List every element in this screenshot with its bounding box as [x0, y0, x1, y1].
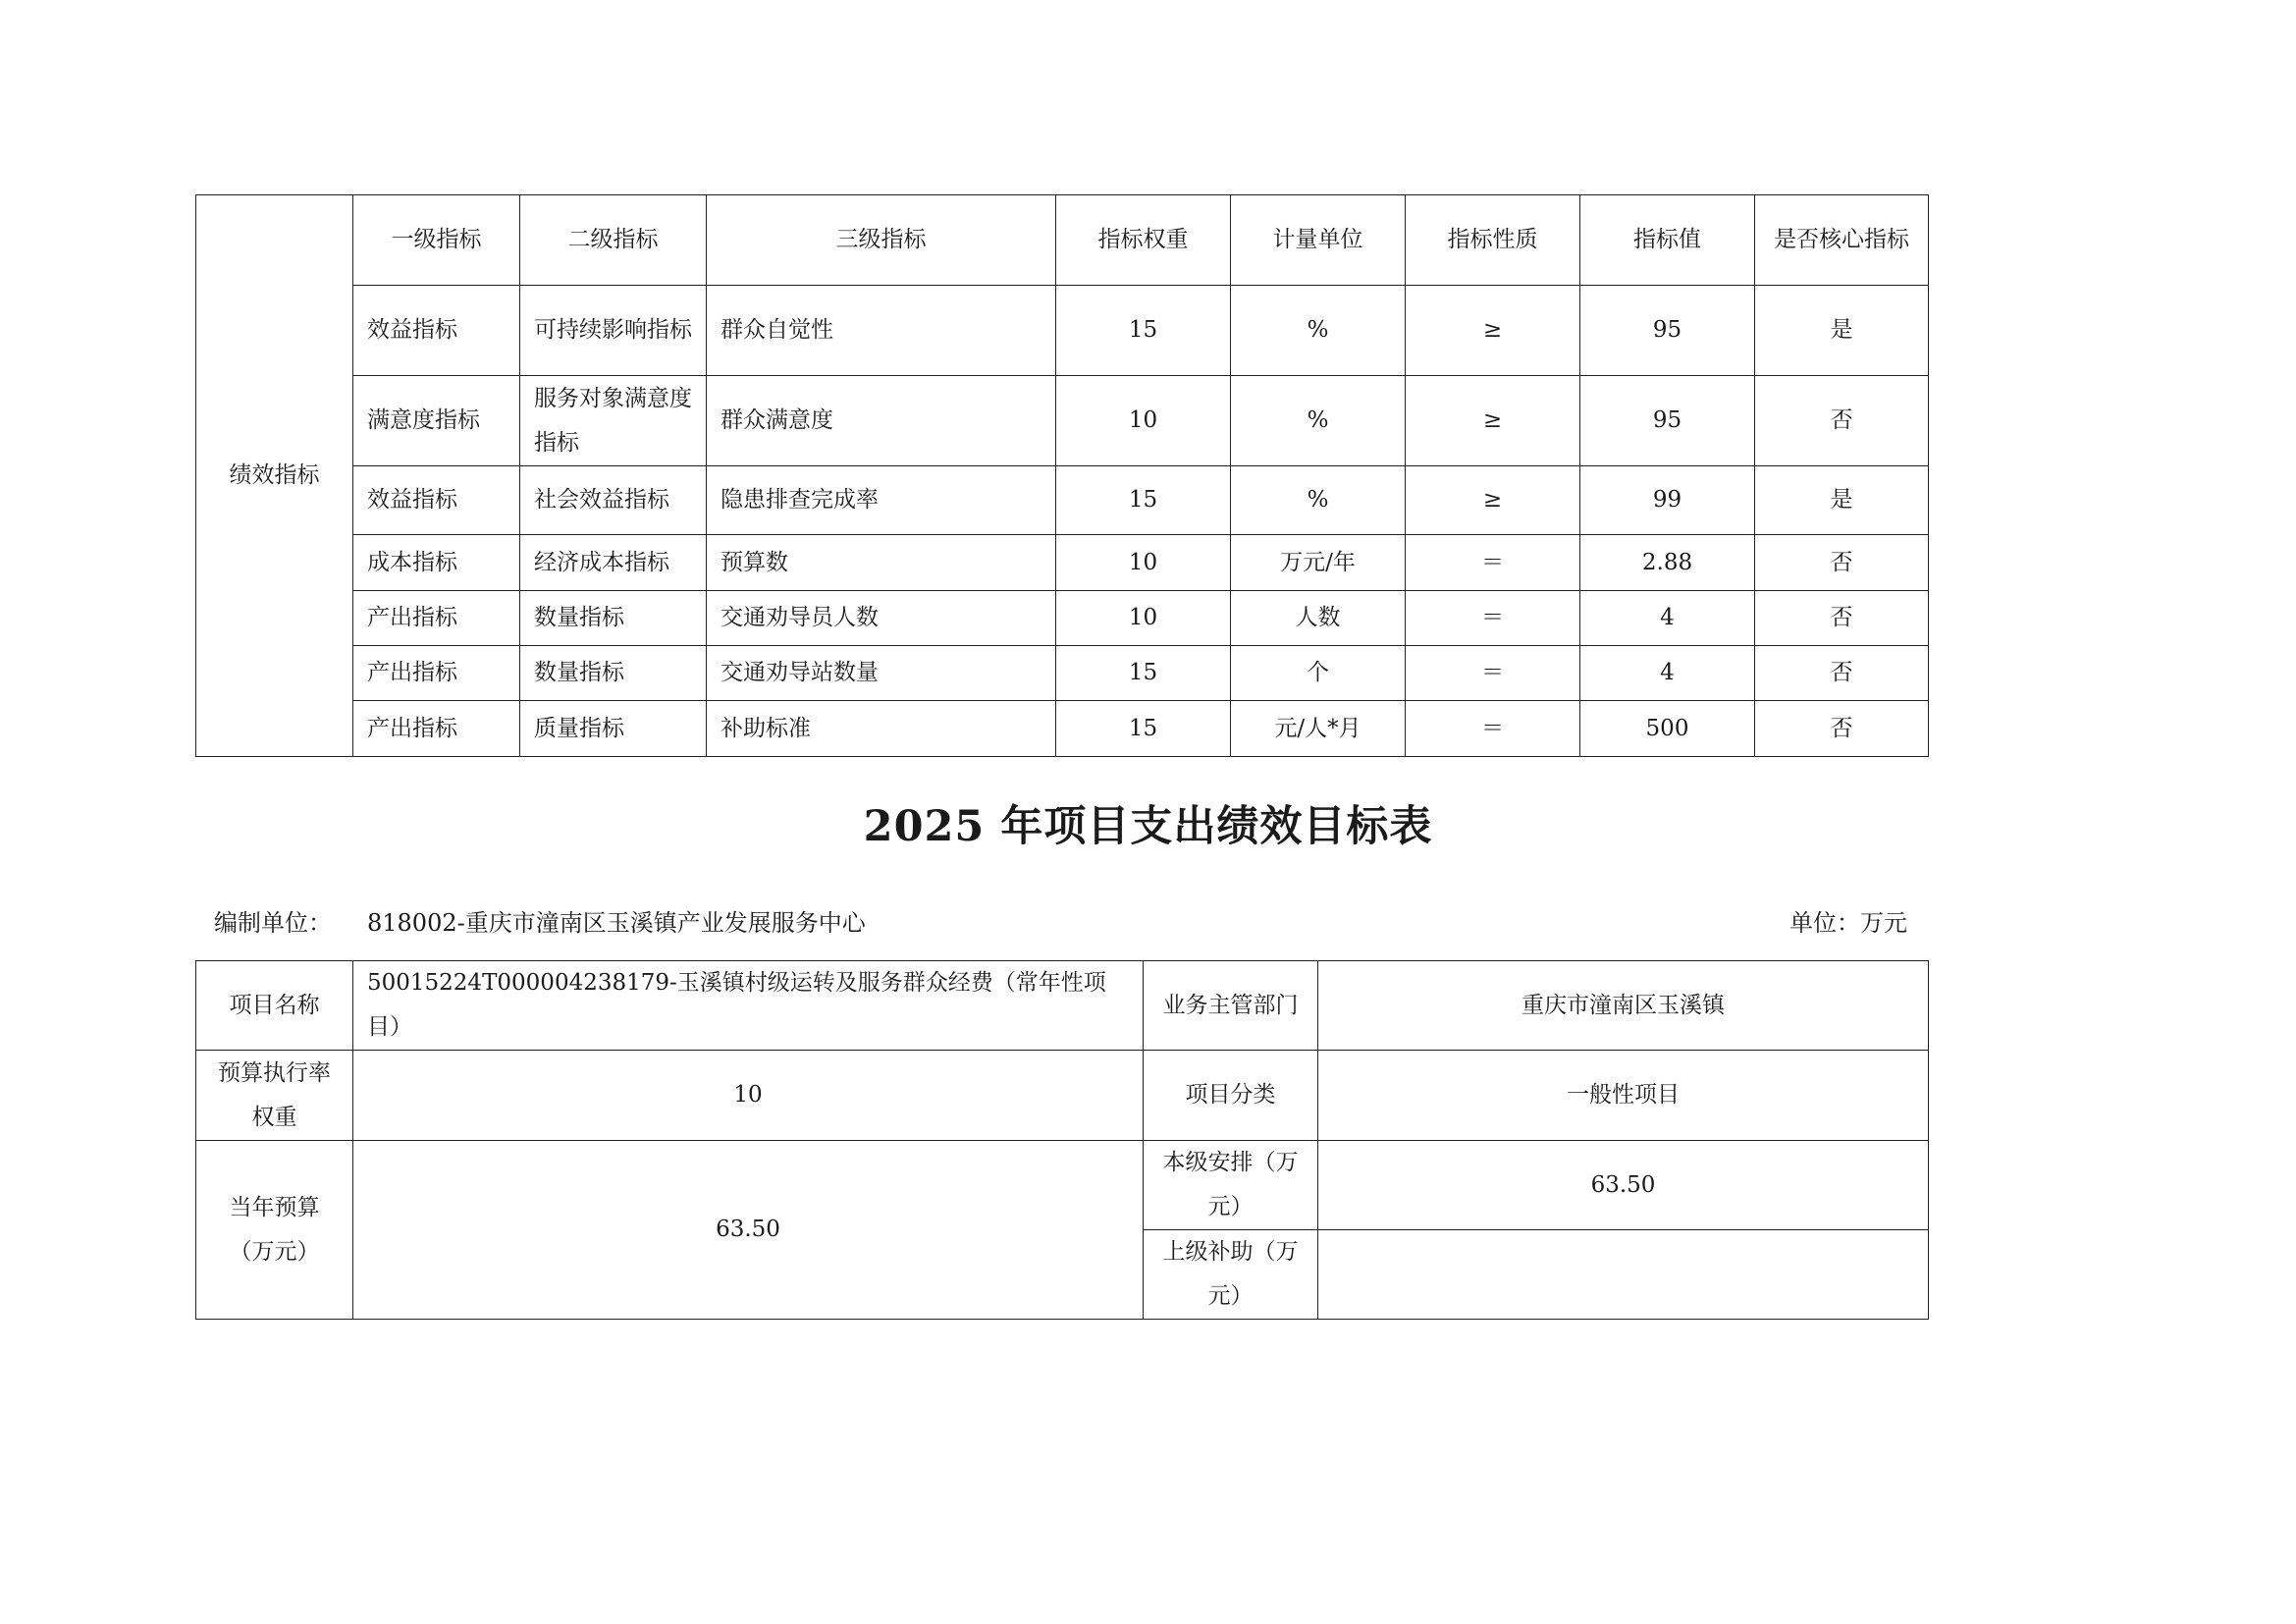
cell: 是 — [1755, 466, 1929, 535]
cell: 10 — [1056, 591, 1231, 646]
cell: 95 — [1580, 376, 1755, 466]
upper-subsidy-label: 上级补助（万元） — [1144, 1230, 1318, 1320]
cell: ≥ — [1406, 466, 1580, 535]
dept-label: 业务主管部门 — [1144, 961, 1318, 1051]
cell: 效益指标 — [353, 466, 520, 535]
cell: 满意度指标 — [353, 376, 520, 466]
cell: ≥ — [1406, 286, 1580, 376]
cell: 否 — [1755, 646, 1929, 701]
cell: 隐患排查完成率 — [707, 466, 1056, 535]
cell: 交通劝导员人数 — [707, 591, 1056, 646]
table-row — [196, 646, 1929, 701]
upper-subsidy-value — [1318, 1230, 1929, 1320]
cell: 95 — [1580, 286, 1755, 376]
cell: % — [1231, 376, 1406, 466]
table-row — [196, 701, 1929, 757]
cell: ＝ — [1406, 535, 1580, 591]
cell: 预算数 — [707, 535, 1056, 591]
cell: 补助标准 — [707, 701, 1056, 757]
cell: 10 — [1056, 376, 1231, 466]
cell: ＝ — [1406, 701, 1580, 757]
cell: 可持续影响指标 — [520, 286, 707, 376]
cell: 15 — [1056, 701, 1231, 757]
header-cell: 指标值 — [1580, 195, 1755, 286]
cell: % — [1231, 466, 1406, 535]
cell: 10 — [1056, 535, 1231, 591]
page-title: 2025 年项目支出绩效目标表 — [863, 802, 1433, 851]
cell: 否 — [1755, 701, 1929, 757]
cell: 经济成本指标 — [520, 535, 707, 591]
cell: 交通劝导站数量 — [707, 646, 1056, 701]
org-value: 818002-重庆市潼南区玉溪镇产业发展服务中心 — [367, 909, 866, 937]
cell: 99 — [1580, 466, 1755, 535]
table-row — [196, 466, 1929, 535]
cell: 15 — [1056, 646, 1231, 701]
exec-rate-value: 10 — [353, 1051, 1144, 1141]
table-row — [196, 535, 1929, 591]
cell: 4 — [1580, 646, 1755, 701]
cell: 服务对象满意度指标 — [520, 376, 707, 466]
header-cell: 三级指标 — [707, 195, 1056, 286]
cell: 否 — [1755, 376, 1929, 466]
table-header-row — [196, 195, 1929, 286]
table-row — [196, 1141, 1929, 1230]
table-row — [196, 1051, 1929, 1141]
cell: 社会效益指标 — [520, 466, 707, 535]
project-name-value: 50015224T000004238179-玉溪镇村级运转及服务群众经费（常年性项目） — [353, 961, 1144, 1051]
header-cell: 指标权重 — [1056, 195, 1231, 286]
cell: ＝ — [1406, 591, 1580, 646]
table-row — [196, 961, 1929, 1051]
cell: 否 — [1755, 591, 1929, 646]
cell: 500 — [1580, 701, 1755, 757]
cell: 数量指标 — [520, 591, 707, 646]
cell: % — [1231, 286, 1406, 376]
cell: 元/人*月 — [1231, 701, 1406, 757]
header-cell: 指标性质 — [1406, 195, 1580, 286]
header-cell: 一级指标 — [353, 195, 520, 286]
cell: 产出指标 — [353, 646, 520, 701]
table-row — [196, 376, 1929, 466]
cell: 效益指标 — [353, 286, 520, 376]
cell: 15 — [1056, 286, 1231, 376]
performance-indicator-table — [195, 194, 1929, 757]
exec-rate-label: 预算执行率权重 — [196, 1051, 353, 1141]
cell: 4 — [1580, 591, 1755, 646]
category-value: 一般性项目 — [1318, 1051, 1929, 1141]
unit-label: 单位：万元 — [1789, 909, 1907, 937]
table-row — [196, 286, 1929, 376]
header-cell: 是否核心指标 — [1755, 195, 1929, 286]
local-arrangement-value: 63.50 — [1318, 1141, 1929, 1230]
cell: 成本指标 — [353, 535, 520, 591]
dept-value: 重庆市潼南区玉溪镇 — [1318, 961, 1929, 1051]
cell: 万元/年 — [1231, 535, 1406, 591]
side-label: 绩效指标 — [196, 195, 353, 757]
cell: 产出指标 — [353, 701, 520, 757]
budget-label: 当年预算（万元） — [196, 1141, 353, 1320]
category-label: 项目分类 — [1144, 1051, 1318, 1141]
header-cell: 计量单位 — [1231, 195, 1406, 286]
cell: 人数 — [1231, 591, 1406, 646]
project-info-table — [195, 960, 1929, 1320]
cell: 15 — [1056, 466, 1231, 535]
cell: 产出指标 — [353, 591, 520, 646]
cell: 否 — [1755, 535, 1929, 591]
cell: 质量指标 — [520, 701, 707, 757]
cell: 2.88 — [1580, 535, 1755, 591]
header-cell: 二级指标 — [520, 195, 707, 286]
table-row — [196, 591, 1929, 646]
org-label: 编制单位： — [214, 909, 332, 937]
cell: 群众满意度 — [707, 376, 1056, 466]
cell: 个 — [1231, 646, 1406, 701]
local-arrangement-label: 本级安排（万元） — [1144, 1141, 1318, 1230]
cell: 数量指标 — [520, 646, 707, 701]
cell: ＝ — [1406, 646, 1580, 701]
cell: ≥ — [1406, 376, 1580, 466]
cell: 群众自觉性 — [707, 286, 1056, 376]
budget-value: 63.50 — [353, 1141, 1144, 1320]
project-name-label: 项目名称 — [196, 961, 353, 1051]
cell: 是 — [1755, 286, 1929, 376]
